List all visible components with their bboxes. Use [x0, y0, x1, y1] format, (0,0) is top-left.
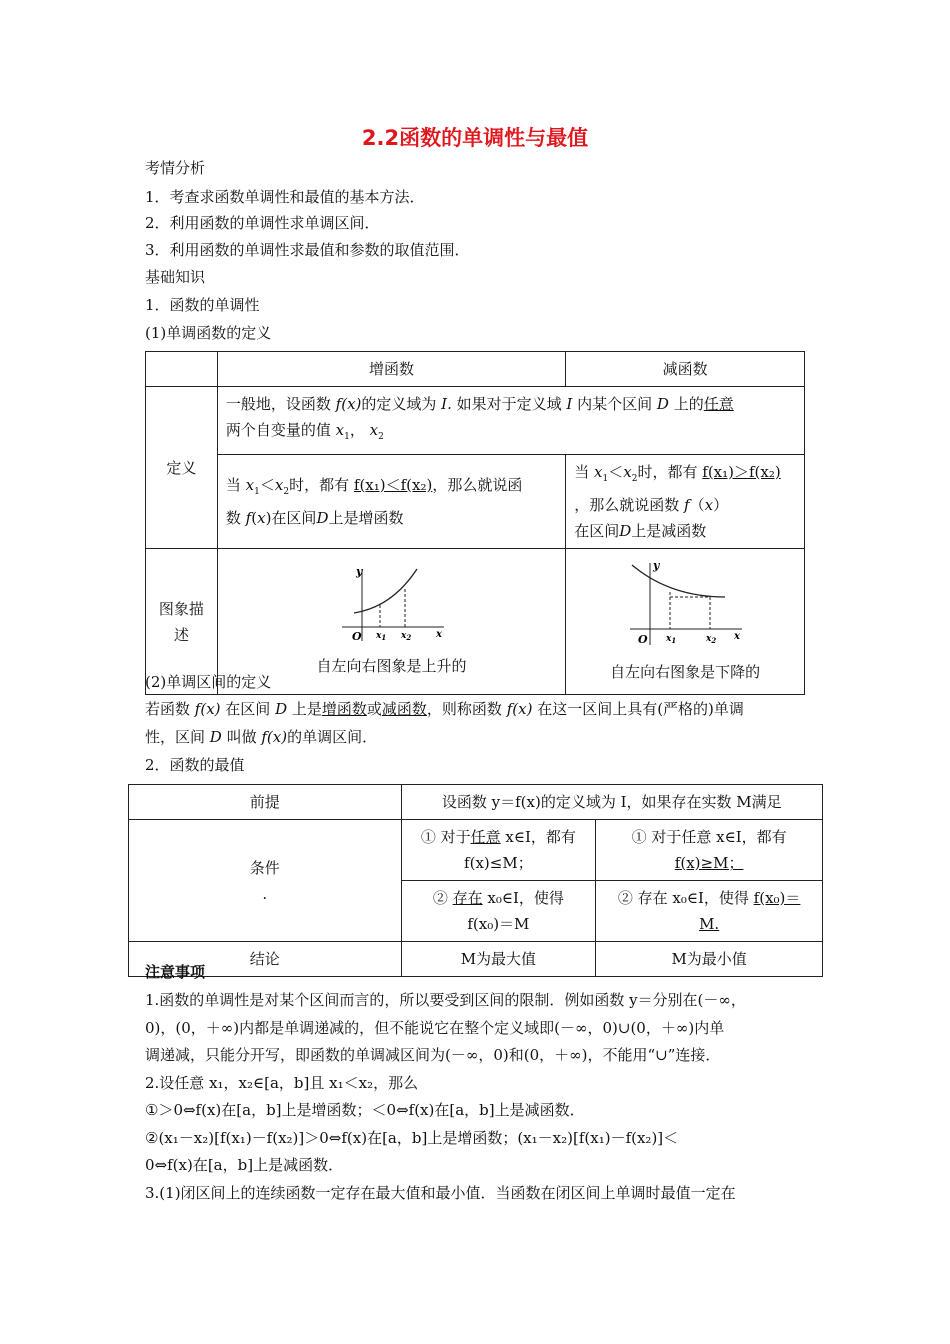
svg-text:x1: $x_1$	[375, 630, 386, 642]
interval-def-line-1: 若函数 f(x) 在区间 D 上是增函数或减函数，则称函数 f(x) 在这一区间上具有(严格的)单调	[145, 700, 744, 718]
row-header-conclusion: 结论	[129, 942, 402, 977]
subheading-monotonicity: 1．函数的单调性	[145, 296, 260, 314]
svg-text:y: y	[653, 558, 660, 572]
page-title: 2.2函数的单调性与最值	[361, 126, 589, 150]
svg-text:y: y	[355, 564, 362, 578]
interval-def-line-2: 性，区间 D 叫做 f(x)的单调区间．	[145, 728, 378, 746]
definition-increasing: 当 $x_1<x_2$时，都有 f(x₁)＜f(x₂)，那么就说函 数 f(x)在区间D上是增函数	[217, 455, 565, 549]
min-condition-1: ① 对于任意 x∈I，都有 f(x)≥M；	[596, 820, 823, 881]
definition-decreasing: 当 $x_1<x_2$时，都有 f(x₁)＞f(x₂) ，那么就说函数 f（x） 在区间D上是减函数	[566, 455, 805, 549]
caption-decreasing: 自左向右图象是下降的	[610, 662, 761, 681]
note-line-8: 3.(1)闭区间上的连续函数一定存在最大值和最小值．当函数在闭区间上单调时最值一定在	[145, 1184, 736, 1202]
increasing-graph	[332, 565, 452, 645]
note-line-2: 0)，(0，＋∞)内都是单调递减的，但不能说它在整个定义域即(－∞，0)∪(0，＋∞)内单	[145, 1019, 725, 1037]
note-line-5: ①＞0⇔f(x)在[a，b]上是增函数；＜0⇔f(x)在[a，b]上是减函数．	[145, 1101, 585, 1119]
extremum-table	[128, 784, 823, 977]
svg-text:x: x	[435, 628, 442, 640]
section-heading-notes: 注意事项	[145, 963, 206, 981]
graph-decreasing-cell	[566, 549, 805, 695]
analysis-item-2: 2．利用函数的单调性求单调区间．	[145, 214, 380, 232]
row-header-definition: 定义	[146, 387, 218, 549]
note-line-7: 0⇔f(x)在[a，b]上是减函数．	[145, 1156, 344, 1174]
max-condition-2: ② 存在 x₀∈I，使得 f(x₀)＝M	[401, 881, 596, 942]
min-result: M为最小值	[596, 942, 823, 977]
premise-text: 设函数 y＝f(x)的定义域为 I，如果存在实数 M满足	[401, 785, 823, 820]
section-heading-analysis: 考情分析	[145, 159, 206, 177]
decreasing-graph	[620, 559, 750, 651]
svg-text:O: O	[638, 632, 648, 646]
note-line-4: 2.设任意 x₁，x₂∈[a，b]且 x₁＜x₂，那么	[145, 1074, 419, 1092]
note-line-6: ②(x₁－x₂)[f(x₁)－f(x₂)]＞0⇔f(x)在[a，b]上是增函数；(x₁－x₂)[f(x₁)－f(x₂)]＜	[145, 1129, 679, 1147]
svg-text:O: O	[351, 629, 362, 643]
note-line-1: 1.函数的单调性是对某个区间而言的，所以要受到区间的限制．例如函数 y＝分别在(－∞，	[145, 991, 746, 1009]
monotonicity-table	[145, 351, 805, 695]
col-header-increasing: 增函数	[217, 352, 565, 387]
svg-text:x1: $x_1$	[666, 633, 677, 645]
note-line-3: 调递减，只能分开写，即函数的单调减区间为(－∞，0)和(0，＋∞)，不能用“∪”连接．	[145, 1046, 721, 1064]
col-header-decreasing: 减函数	[566, 352, 805, 387]
subheading-monotone-def: (1)单调函数的定义	[145, 324, 272, 342]
svg-text:x: x	[734, 630, 741, 642]
analysis-item-3: 3．利用函数的单调性求最值和参数的取值范围．	[145, 241, 470, 259]
section-heading-basics: 基础知识	[145, 268, 206, 286]
max-condition-1: ① 对于任意 x∈I，都有 f(x)≤M；	[401, 820, 596, 881]
caption-increasing: 自左向右图象是上升的	[316, 656, 467, 675]
row-header-condition: 条件 .	[129, 820, 402, 942]
row-header-graph: 图象描述	[146, 549, 218, 695]
definition-common: 一般地，设函数 f(x)的定义域为 I. 如果对于定义域 I 内某个区间 D 上的任意 两个自变量的值 $x_1$， $x_2$	[217, 387, 804, 455]
row-header-premise: 前提	[129, 785, 402, 820]
min-condition-2: ② 存在 x₀∈I，使得 f(x₀)＝ M.	[596, 881, 823, 942]
svg-text:x2: $x_2$	[706, 633, 717, 645]
subheading-extremum: 2．函数的最值	[145, 756, 245, 774]
max-result: M为最大值	[401, 942, 596, 977]
analysis-item-1: 1．考查求函数单调性和最值的基本方法．	[145, 188, 425, 206]
subheading-interval-def: (2)单调区间的定义	[145, 673, 272, 691]
svg-text:x2: $x_2$	[400, 630, 411, 642]
